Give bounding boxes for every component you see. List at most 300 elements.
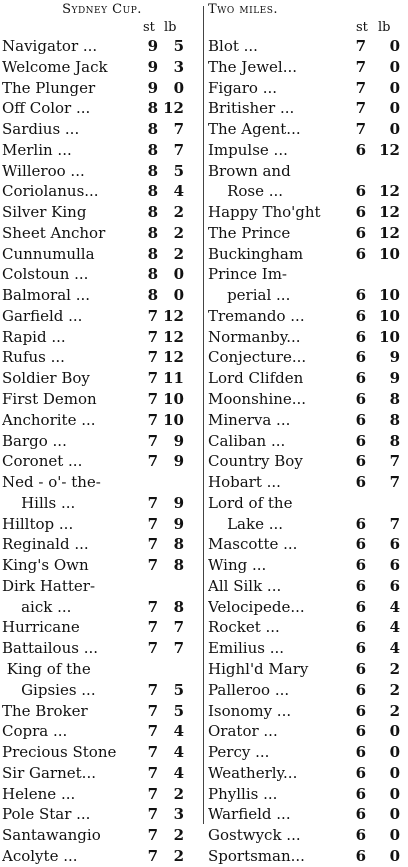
horse-name: Ned - o'- the- (2, 473, 101, 492)
weight-stone: 7 (147, 348, 158, 367)
list-item (2, 576, 202, 597)
weight-units-header (206, 20, 406, 36)
weight-stone: 6 (355, 722, 366, 741)
weight-pounds: 9 (389, 369, 400, 388)
weight-stone: 7 (147, 327, 158, 346)
weight-stone: 6 (355, 639, 366, 658)
list-item (2, 846, 202, 867)
list-item (2, 98, 202, 119)
horse-name: Balmoral ... (2, 286, 91, 305)
horse-name: Normanby... (208, 327, 301, 346)
weight-stone: 7 (147, 306, 158, 325)
pound-unit-label: lb (164, 20, 177, 35)
weight-pounds: 5 (173, 701, 184, 720)
weight-pounds: 8 (173, 556, 184, 575)
weight-stone: 7 (147, 431, 158, 450)
weight-pounds: 12 (379, 140, 400, 159)
weight-pounds: 2 (389, 680, 400, 699)
horse-name: The Prince (208, 223, 291, 242)
weight-stone: 7 (147, 826, 158, 845)
list-item (206, 223, 406, 244)
horse-name: Welcome Jack (2, 57, 108, 76)
weight-pounds: 2 (173, 784, 184, 803)
list-item (2, 389, 202, 410)
horse-name: The Broker (2, 701, 88, 720)
list-item (2, 784, 202, 805)
horse-name: Sheet Anchor (2, 223, 106, 242)
list-item (206, 472, 406, 493)
weight-pounds: 5 (173, 680, 184, 699)
weight-stone: 7 (147, 618, 158, 637)
horse-name: Velocipede... (208, 597, 305, 616)
weight-stone: 9 (147, 57, 158, 76)
weight-stone: 6 (355, 556, 366, 575)
weight-pounds: 0 (389, 743, 400, 762)
weight-stone: 6 (355, 743, 366, 762)
horse-name: Rufus ... (2, 348, 65, 367)
weight-stone: 6 (355, 659, 366, 678)
weight-stone: 7 (355, 120, 366, 139)
list-item (206, 98, 406, 119)
list-item (2, 140, 202, 161)
list-item (206, 410, 406, 431)
horse-name: Coronet ... (2, 452, 83, 471)
list-item (2, 451, 202, 472)
list-item (206, 161, 406, 182)
weight-stone: 6 (355, 203, 366, 222)
horse-name: Soldier Boy (2, 369, 90, 388)
weight-stone: 6 (355, 140, 366, 159)
weight-stone: 7 (355, 37, 366, 55)
weight-stone: 6 (355, 390, 366, 409)
weight-stone: 8 (147, 223, 158, 242)
weight-pounds: 4 (389, 597, 400, 616)
weight-pounds: 8 (389, 410, 400, 429)
weight-pounds: 6 (389, 556, 400, 575)
horse-name: Willeroo ... (2, 161, 85, 180)
weight-stone: 7 (147, 722, 158, 741)
list-item (2, 763, 202, 784)
horse-name: Happy Tho'ght (208, 203, 321, 222)
list-item (2, 431, 202, 452)
weight-stone: 6 (355, 306, 366, 325)
list-item (206, 701, 406, 722)
weight-pounds: 10 (163, 410, 184, 429)
sydney-cup-heading: Sydney Cup. (62, 2, 142, 17)
weight-pounds: 7 (173, 120, 184, 139)
weight-pounds: 9 (173, 493, 184, 512)
weight-pounds: 8 (389, 390, 400, 409)
horse-name: King's Own (2, 556, 89, 575)
weight-pounds: 7 (389, 452, 400, 471)
weight-stone: 6 (355, 286, 366, 305)
list-item (206, 825, 406, 846)
two-miles-entries (206, 36, 406, 867)
horse-name: Copra ... (2, 722, 68, 741)
weight-stone: 6 (355, 618, 366, 637)
list-item (206, 784, 406, 805)
list-item (2, 264, 202, 285)
weight-stone: 6 (355, 805, 366, 824)
weight-pounds: 10 (163, 390, 184, 409)
list-item (2, 244, 202, 265)
weight-pounds: 0 (389, 805, 400, 824)
list-item (206, 451, 406, 472)
list-item (2, 161, 202, 182)
weight-pounds: 2 (173, 223, 184, 242)
horse-name: Anchorite ... (2, 410, 96, 429)
weight-stone: 6 (355, 473, 366, 492)
weight-pounds: 7 (173, 618, 184, 637)
weight-pounds: 0 (173, 286, 184, 305)
weight-pounds: 2 (389, 701, 400, 720)
horse-name: Figaro ... (208, 78, 278, 97)
horse-name: Buckingham (208, 244, 304, 263)
weight-pounds: 12 (163, 327, 184, 346)
list-item (206, 78, 406, 99)
weight-stone: 6 (355, 327, 366, 346)
weight-pounds: 12 (379, 182, 400, 201)
horse-name: Battailous ... (2, 639, 99, 658)
sydney-cup-column (2, 0, 202, 867)
weight-pounds: 10 (379, 244, 400, 263)
weight-pounds: 8 (389, 431, 400, 450)
list-item (206, 555, 406, 576)
horse-name: Conjecture... (208, 348, 307, 367)
horse-name: Garfield ... (2, 306, 83, 325)
weight-pounds: 0 (389, 722, 400, 741)
horse-name: Lake ... (208, 514, 284, 533)
weight-stone: 7 (147, 535, 158, 554)
list-item (2, 534, 202, 555)
horse-name: The Jewel... (208, 57, 298, 76)
weight-pounds: 12 (163, 99, 184, 118)
weight-stone: 6 (355, 701, 366, 720)
horse-name: Dirk Hatter- (2, 576, 96, 595)
horse-name: Percy ... (208, 743, 270, 762)
weight-pounds: 7 (173, 639, 184, 658)
list-item (2, 493, 202, 514)
weight-stone: 7 (147, 639, 158, 658)
weight-stone: 6 (355, 244, 366, 263)
horse-name: Moonshine... (208, 390, 307, 409)
list-item (206, 264, 406, 285)
horse-name: Palleroo ... (208, 680, 290, 699)
horse-name: Lord Clifden (208, 369, 304, 388)
horse-name: First Demon (2, 390, 97, 409)
horse-name: Navigator ... (2, 37, 98, 55)
list-item (2, 347, 202, 368)
horse-name: Pole Star ... (2, 805, 91, 824)
horse-name: Britisher ... (208, 99, 295, 118)
weight-stone: 6 (355, 680, 366, 699)
horse-name: Gostwyck ... (208, 826, 301, 845)
list-item (206, 742, 406, 763)
horse-name: Cunnumulla (2, 244, 95, 263)
list-item (206, 347, 406, 368)
horse-name: Weatherly... (208, 763, 298, 782)
list-item (2, 472, 202, 493)
horse-name: Precious Stone (2, 743, 117, 762)
weight-stone: 6 (355, 369, 366, 388)
horse-name: perial ... (208, 286, 291, 305)
list-item (2, 410, 202, 431)
horse-name: Impulse ... (208, 140, 288, 159)
horse-name: Wing ... (208, 556, 267, 575)
horse-name: The Agent... (208, 120, 301, 139)
horse-name: Isonomy ... (208, 701, 292, 720)
weight-stone: 6 (355, 763, 366, 782)
weight-pounds: 0 (389, 37, 400, 55)
column-divider (203, 6, 204, 824)
weight-stone: 6 (355, 348, 366, 367)
horse-name: Lord of the (208, 493, 293, 512)
weight-pounds: 4 (173, 722, 184, 741)
weight-stone: 6 (355, 431, 366, 450)
list-item (206, 368, 406, 389)
weight-stone: 7 (147, 743, 158, 762)
list-item (2, 119, 202, 140)
list-item (2, 36, 202, 57)
horse-name: Phyllis ... (208, 784, 278, 803)
list-item (206, 244, 406, 265)
weight-pounds: 0 (389, 846, 400, 865)
weight-pounds: 9 (173, 452, 184, 471)
weight-stone: 8 (147, 140, 158, 159)
horse-name: Sportsman... (208, 846, 305, 865)
horse-name: Santawangio (2, 826, 101, 845)
horse-name: Orator ... (208, 722, 278, 741)
weight-pounds: 9 (173, 431, 184, 450)
horse-name: Warfield ... (208, 805, 291, 824)
horse-name: Sardius ... (2, 120, 80, 139)
weight-stone: 7 (147, 784, 158, 803)
weight-stone: 7 (147, 701, 158, 720)
horse-name: Colstoun ... (2, 265, 89, 284)
list-item (206, 659, 406, 680)
horse-name: Acolyte ... (2, 846, 78, 865)
weight-stone: 6 (355, 452, 366, 471)
weight-pounds: 2 (173, 846, 184, 865)
horse-name: Coriolanus... (2, 182, 99, 201)
weight-pounds: 3 (173, 805, 184, 824)
horse-name: Rose ... (208, 182, 284, 201)
list-item (206, 389, 406, 410)
weight-pounds: 12 (379, 203, 400, 222)
two-miles-heading: Two miles. (208, 2, 279, 17)
weight-pounds: 10 (379, 327, 400, 346)
weight-pounds: 0 (173, 78, 184, 97)
list-item (2, 57, 202, 78)
list-item (206, 763, 406, 784)
horse-name: Caliban ... (208, 431, 286, 450)
list-item (206, 576, 406, 597)
list-item (2, 202, 202, 223)
weight-stone: 7 (355, 57, 366, 76)
weight-pounds: 10 (379, 306, 400, 325)
weight-pounds: 9 (173, 514, 184, 533)
list-item (2, 597, 202, 618)
list-item (2, 368, 202, 389)
weight-pounds: 2 (173, 203, 184, 222)
list-item (206, 36, 406, 57)
weight-pounds: 0 (389, 120, 400, 139)
horse-name: Hilltop ... (2, 514, 74, 533)
weight-stone: 6 (355, 410, 366, 429)
weight-stone: 8 (147, 203, 158, 222)
horse-name: Blot ... (208, 37, 258, 55)
horse-name: Off Color ... (2, 99, 91, 118)
horse-name: Hobart ... (208, 473, 281, 492)
horse-name: King of the (2, 659, 91, 678)
weight-stone: 7 (147, 493, 158, 512)
horse-name: Rocket ... (208, 618, 280, 637)
stone-unit-label: st (356, 20, 368, 35)
weight-stone: 7 (147, 680, 158, 699)
list-item (206, 57, 406, 78)
weight-stone: 9 (147, 78, 158, 97)
list-item (206, 638, 406, 659)
list-item (206, 846, 406, 867)
list-item (2, 78, 202, 99)
weight-stone: 6 (355, 223, 366, 242)
weight-pounds: 12 (163, 306, 184, 325)
weight-stone: 7 (147, 369, 158, 388)
horse-name: Bargo ... (2, 431, 67, 450)
weight-pounds: 8 (173, 535, 184, 554)
weight-stone: 6 (355, 535, 366, 554)
horse-name: Rapid ... (2, 327, 66, 346)
horse-name: Hills ... (2, 493, 76, 512)
weight-pounds: 6 (389, 576, 400, 595)
list-item (2, 617, 202, 638)
weight-stone: 6 (355, 182, 366, 201)
weight-stone: 8 (147, 99, 158, 118)
list-item (2, 514, 202, 535)
weight-stone: 7 (147, 390, 158, 409)
list-item (206, 804, 406, 825)
weight-stone: 8 (147, 161, 158, 180)
horse-name: Tremando ... (208, 306, 305, 325)
list-item (2, 680, 202, 701)
weight-units-header (2, 20, 202, 36)
weight-stone: 7 (147, 597, 158, 616)
weight-pounds: 6 (389, 535, 400, 554)
weight-pounds: 10 (379, 286, 400, 305)
horse-name: Silver King (2, 203, 87, 222)
list-item (2, 306, 202, 327)
weight-stone: 8 (147, 286, 158, 305)
weight-stone: 8 (147, 182, 158, 201)
weight-pounds: 3 (173, 57, 184, 76)
list-item (2, 804, 202, 825)
horse-name: Highl'd Mary (208, 659, 309, 678)
list-item (2, 555, 202, 576)
list-item (206, 306, 406, 327)
weight-pounds: 0 (389, 763, 400, 782)
list-item (2, 638, 202, 659)
list-item (2, 223, 202, 244)
list-item (2, 825, 202, 846)
horse-name: Merlin ... (2, 140, 72, 159)
list-item (206, 327, 406, 348)
list-item (206, 181, 406, 202)
weight-stone: 7 (147, 452, 158, 471)
list-item (2, 721, 202, 742)
list-item (2, 742, 202, 763)
horse-name: Sir Garnet... (2, 763, 96, 782)
weight-stone: 7 (147, 846, 158, 865)
weight-pounds: 11 (163, 369, 184, 388)
weight-pounds: 2 (389, 659, 400, 678)
weight-stone: 7 (147, 410, 158, 429)
horse-name: Helene ... (2, 784, 76, 803)
weight-stone: 6 (355, 826, 366, 845)
weight-stone: 8 (147, 265, 158, 284)
weight-pounds: 2 (173, 244, 184, 263)
weight-pounds: 4 (173, 743, 184, 762)
horse-name: Prince Im- (208, 265, 287, 284)
weight-stone: 7 (147, 763, 158, 782)
weight-pounds: 0 (389, 784, 400, 803)
two-miles-column (206, 0, 406, 867)
weight-stone: 6 (355, 576, 366, 595)
horse-name: Brown and (208, 161, 291, 180)
weight-stone: 9 (147, 37, 158, 55)
list-item (206, 119, 406, 140)
list-item (2, 285, 202, 306)
horse-name: The Plunger (2, 78, 96, 97)
list-item (2, 701, 202, 722)
weight-pounds: 2 (173, 826, 184, 845)
horse-name: Country Boy (208, 452, 303, 471)
weight-stone: 6 (355, 514, 366, 533)
weight-stone: 8 (147, 244, 158, 263)
horse-name: Reginald ... (2, 535, 89, 554)
weight-pounds: 4 (173, 763, 184, 782)
weight-pounds: 0 (389, 826, 400, 845)
weight-stone: 6 (355, 784, 366, 803)
list-item (206, 617, 406, 638)
list-item (2, 327, 202, 348)
list-item (206, 597, 406, 618)
list-item (206, 140, 406, 161)
weight-pounds: 4 (389, 618, 400, 637)
weight-pounds: 7 (389, 473, 400, 492)
weight-pounds: 4 (173, 182, 184, 201)
weight-pounds: 0 (389, 78, 400, 97)
list-item (206, 534, 406, 555)
weight-stone: 7 (147, 514, 158, 533)
weight-stone: 7 (147, 805, 158, 824)
list-item (206, 431, 406, 452)
weight-pounds: 12 (379, 223, 400, 242)
weight-stone: 7 (147, 556, 158, 575)
weight-stone: 6 (355, 846, 366, 865)
stone-unit-label: st (143, 20, 155, 35)
list-item (206, 514, 406, 535)
weight-pounds: 8 (173, 597, 184, 616)
weight-stone: 7 (355, 99, 366, 118)
weight-stone: 7 (355, 78, 366, 97)
weight-pounds: 5 (173, 37, 184, 55)
horse-name: aick ... (2, 597, 72, 616)
pound-unit-label: lb (378, 20, 391, 35)
horse-name: Emilius ... (208, 639, 284, 658)
weight-pounds: 4 (389, 639, 400, 658)
weight-pounds: 5 (173, 161, 184, 180)
horse-name: All Silk ... (208, 576, 282, 595)
